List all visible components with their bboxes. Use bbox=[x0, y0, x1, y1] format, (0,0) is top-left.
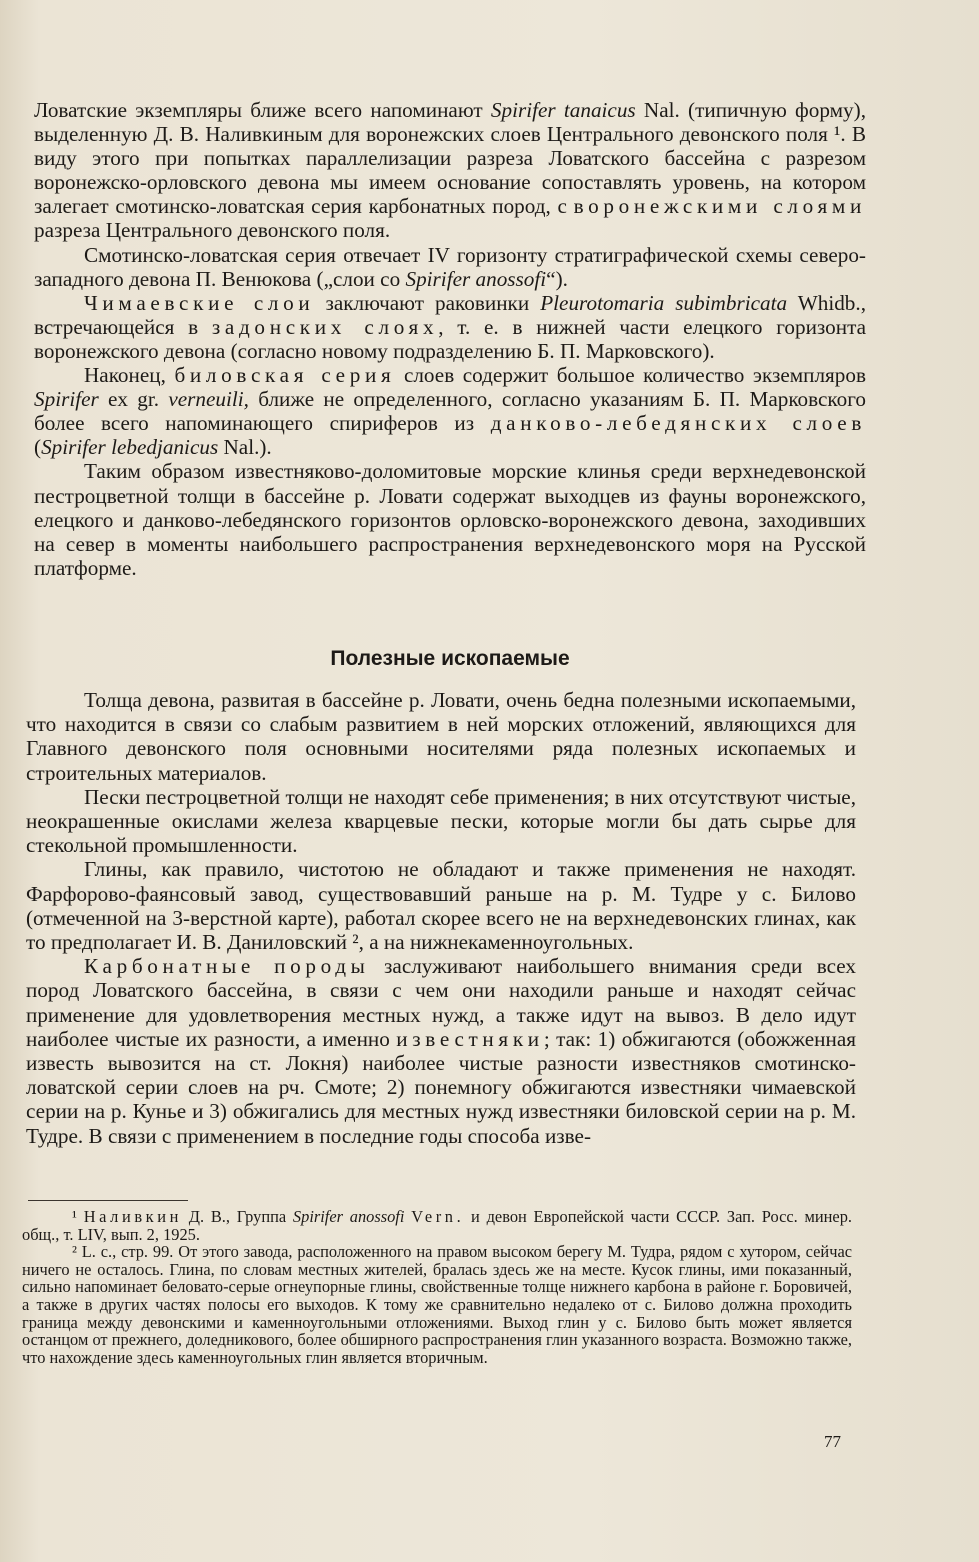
paragraph bbox=[34, 98, 866, 243]
spaced-term: данково-лебедянских слоев bbox=[490, 411, 866, 436]
text-run: и девон Европейской части СССР. Зап. Росс. минер. общ., т. LIV, вып. 2, 1925. bbox=[22, 1207, 852, 1244]
italic-term: Spirifer anossofi bbox=[405, 266, 547, 291]
footnote-divider bbox=[28, 1200, 188, 1201]
text-run: ¹ bbox=[72, 1207, 84, 1226]
main-text-top bbox=[34, 98, 866, 580]
section-heading: Полезные ископаемые bbox=[330, 647, 570, 670]
text-run: Whidb., встречающейся в bbox=[34, 290, 866, 339]
page-number: 77 bbox=[824, 1432, 841, 1451]
text-run: разреза Центрального девонского поля. bbox=[34, 218, 391, 243]
text-run: ( bbox=[34, 435, 42, 460]
text-run: заключают раковинки bbox=[314, 290, 541, 315]
text-run: ; так: 1) обжигаются (обожженная известь вывозится на ст. Локня) наиболее чистые разности известняков смотинско-ловатской серии слоев на рч. Смоте; 2) понемногу обжигаются известняки чимаевской серии на р. Кунье и 3) обжигались для местных нужд известняки биловской серии на р. М. Тудре. В связи с применением в последние годы способа изве- bbox=[26, 1026, 856, 1148]
paragraph bbox=[26, 785, 856, 858]
text-run: Наконец, bbox=[84, 363, 175, 388]
footnote bbox=[22, 1243, 852, 1366]
spaced-term: Чимаевские слои bbox=[84, 290, 315, 315]
paragraph bbox=[26, 688, 856, 785]
text-run: ближе не определенного, согласно указаниям Б. П. Марковского более всего напоминающего спириферов из bbox=[34, 387, 866, 436]
italic-term: Spirifer anossofi bbox=[292, 1207, 405, 1226]
main-text-bottom bbox=[26, 688, 856, 1148]
text-run: ² L. c., стр. 99. От этого завода, расположенного на правом высоком берегу М. Тудра, рядом с хутором, сейчас ничего не осталось. Глина, по словам местных жителей, бралась здесь же на месте. Кусок глины, ими показанный, сильно напоминает беловато-серые огнеупорные глины, свойственные толще нижнего карбона в районе г. Боровичей, а также в других частях полосы его выходов. К тому же сравнительно недалеко от с. Билово должна проходить граница между девонскими и каменноугольными отложениями. Выход глин у с. Билово быть может является останцом от прежнего, доледникового, более обширного распространения глин указанного возраста. Возможно также, что нахождение здесь каменноугольных глин является вторичным. bbox=[22, 1242, 852, 1367]
spaced-term: Vern. bbox=[411, 1207, 465, 1226]
text-run: Nal.). bbox=[218, 435, 272, 460]
paragraph bbox=[34, 291, 866, 363]
spaced-term: воронежскими слоями bbox=[573, 194, 866, 219]
text-run: Д. В., Группа bbox=[182, 1207, 293, 1226]
paragraph bbox=[26, 954, 856, 1148]
text-run: Таким образом известняково-доломитовые морские клинья среди верхнедевонской пестроцветной толщи в бассейне р. Ловати содержат выходцев из фауны воронежского, елецкого и данково-лебедянского горизонтов орловско-воронежского девона, заходивших на север в моменты наибольшего распространения верхнедевонского моря на Русской платформе. bbox=[34, 459, 866, 580]
text-run: Nal. (типичную форму), выделенную Д. В. Наливкиным для воронежских слоев Центрального девонского поля ¹. В виду этого при попытках параллелизации разреза Ловатского бассейна с разрезом воронежско-орловского девона мы имеем основание сопоставлять уровень, на котором залегает смотинско-ловатская серия карбонатных пород, с bbox=[34, 98, 867, 219]
text-run: Толща девона, развитая в бассейне р. Ловати, очень бедна полезными ископаемыми, что находится в связи со слабым развитием в ней морских отложений, являющихся для Главного девонского поля основными носителями ряда полезных ископаемых и строительных материалов. bbox=[26, 688, 856, 785]
text-run: Глины, как правило, чистотою не обладают и также применения не находят. Фарфорово-фаянсовый завод, существовавший раньше на р. М. Тудре у с. Билово (отмеченной на 3-верстной карте), работал скорее всего не на верхнедевонских глинах, как то предполагает И. В. Даниловский ², а на нижнекаменноугольных. bbox=[26, 857, 856, 955]
text-run: Смотинско-ловатская серия отвечает IV горизонту стратиграфической схемы северо-западного девона П. Венюкова („слои со bbox=[34, 242, 866, 291]
text-run: Ловатские экземпляры ближе всего напоминают bbox=[34, 98, 491, 122]
footnotes bbox=[22, 1208, 852, 1366]
spaced-term: известняки bbox=[396, 1026, 544, 1051]
italic-term: Spirifer lebedjanicus bbox=[41, 435, 219, 460]
spaced-term: Карбонатные породы bbox=[84, 954, 370, 979]
italic-term: Pleurotomaria subimbricata bbox=[540, 290, 788, 315]
text-run: “). bbox=[546, 266, 568, 291]
footnote bbox=[22, 1208, 852, 1243]
paragraph bbox=[34, 363, 866, 459]
text-run: ex gr. bbox=[98, 387, 169, 412]
spaced-term: Наливкин bbox=[83, 1207, 183, 1226]
paragraph bbox=[26, 857, 856, 954]
text-run: заслуживают наибольшего внимания среди всех пород Ловатского бассейна, в связи с чем они находили раньше и находят сейчас применение для удовлетворения местных нужд, а также идут на вывоз. В дело идут наиболее чистые их разности, а именно bbox=[26, 954, 856, 1051]
paragraph bbox=[34, 243, 866, 291]
paragraph bbox=[34, 459, 866, 579]
text-run: Пески пестроцветной толщи не находят себе применения; в них отсутствуют чистые, неокрашенные окислами железа кварцевые пески, которые могли бы дать сырье для стекольной промышленности. bbox=[26, 784, 856, 858]
spaced-term: задонских слоях bbox=[211, 314, 439, 339]
text-run: слоев содержит большое количество экземпляров bbox=[395, 363, 866, 388]
italic-term: Spirifer tanaicus bbox=[490, 98, 636, 122]
spaced-term: биловская серия bbox=[174, 363, 396, 388]
text-run: , т. е. в нижней части елецкого горизонта воронежского девона (согласно новому подразделению Б. П. Марковского). bbox=[34, 314, 867, 363]
italic-term: verneuili, bbox=[168, 387, 249, 412]
italic-term: Spirifer bbox=[34, 387, 99, 412]
